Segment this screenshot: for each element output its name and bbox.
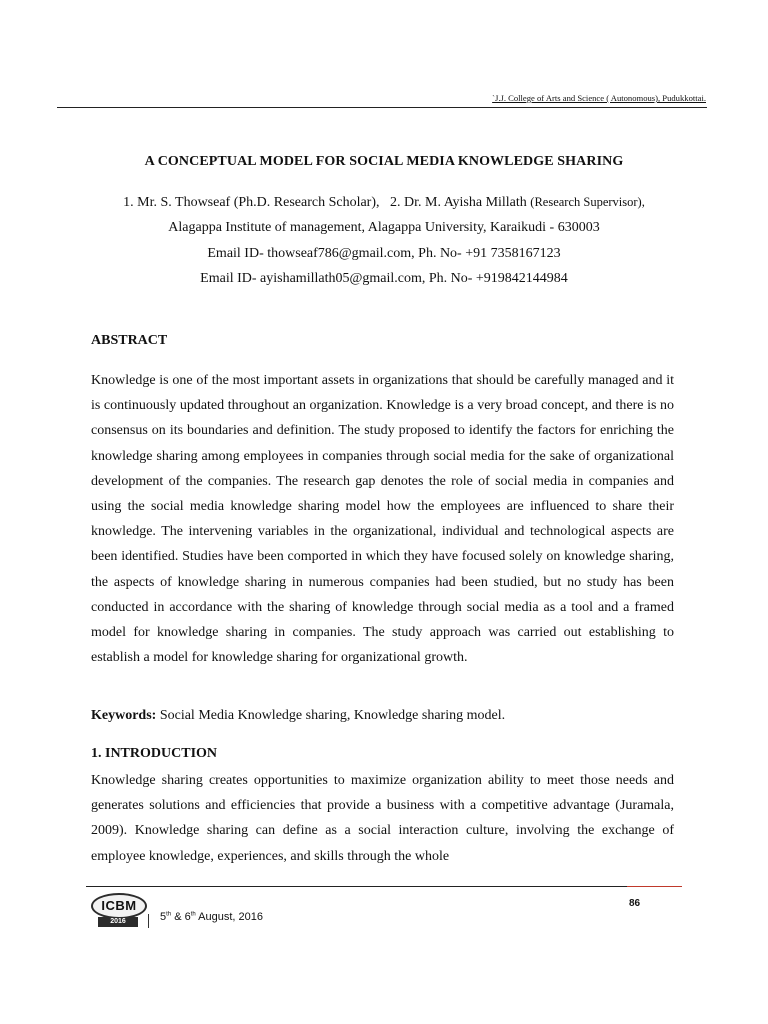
date-day-1: 5	[160, 911, 167, 923]
footer-divider	[148, 914, 149, 928]
contact-1: Email ID- thowseaf786@gmail.com, Ph. No- +91 7358167123	[207, 246, 561, 261]
author-1: 1. Mr. S. Thowseaf (Ph.D. Research Scholar),	[123, 195, 380, 210]
date-suffix-1: th	[166, 911, 172, 918]
footer-rule-accent	[627, 886, 682, 887]
footer-rule	[86, 886, 627, 887]
author-2-name: 2. Dr. M. Ayisha Millath	[390, 195, 527, 210]
page-number: 86	[629, 898, 641, 909]
date-rest: August, 2016	[195, 911, 264, 923]
conference-date	[160, 911, 263, 923]
logo-mark: ICBM	[91, 893, 147, 919]
introduction-text: Knowledge sharing creates opportunities to maximize organization ability to meet those needs and generates solutions and efficiencies that provide a business with a competitive advantage (Juramala, 2009). Knowledge sharing can define as a social interaction culture, involving the exchange of employee knowledge, experiences, and skills through the whole	[91, 773, 674, 864]
logo-year: 2016	[98, 917, 138, 927]
affiliation: Alagappa Institute of management, Alagappa University, Karaikudi - 630003	[168, 220, 600, 235]
header-rule	[57, 107, 707, 108]
conference-logo	[91, 893, 145, 929]
keywords-label: Keywords:	[91, 708, 157, 723]
author-line	[40, 195, 728, 211]
keywords	[91, 708, 505, 724]
introduction-heading: 1. INTRODUCTION	[91, 746, 218, 761]
paper-title: A CONCEPTUAL MODEL FOR SOCIAL MEDIA KNOWLEDGE SHARING	[144, 154, 624, 169]
contact-2: Email ID- ayishamillath05@gmail.com, Ph. No- +919842144984	[200, 271, 568, 286]
abstract-text: Knowledge is one of the most important assets in organizations that should be carefully managed and it is continuously updated throughout an organization. Knowledge is a very broad concept, and there is no consensus on its boundaries and definition. The study proposed to identify the factors for enriching the knowledge sharing among employees in companies through social media for the sake of organizational development of the companies. The research gap denotes the role of social media in companies and using the social media knowledge sharing model how the employees are influenced to share their knowledge. The intervening variables in the organizational, individual and technological aspects are been identified. Studies have been comported in which they have focused solely on knowledge sharing, the aspects of knowledge sharing in numerous companies had been studied, but no study has been conducted in accordance with the sharing of knowledge through social media as a tool and a framed model for knowledge sharing in companies. The study approach was carried out establishing to establish a model for knowledge sharing for organizational growth.	[91, 373, 674, 666]
keywords-text: Social Media Knowledge sharing, Knowledge sharing model.	[159, 708, 506, 723]
date-amp: & 6	[171, 911, 191, 923]
running-head: `J.J. College of Arts and Science ( Autonomous), Pudukkottai.	[492, 93, 706, 103]
date-suffix-2: th	[190, 911, 196, 918]
author-2-role: (Research Supervisor),	[530, 195, 645, 209]
abstract-heading: ABSTRACT	[91, 333, 168, 348]
